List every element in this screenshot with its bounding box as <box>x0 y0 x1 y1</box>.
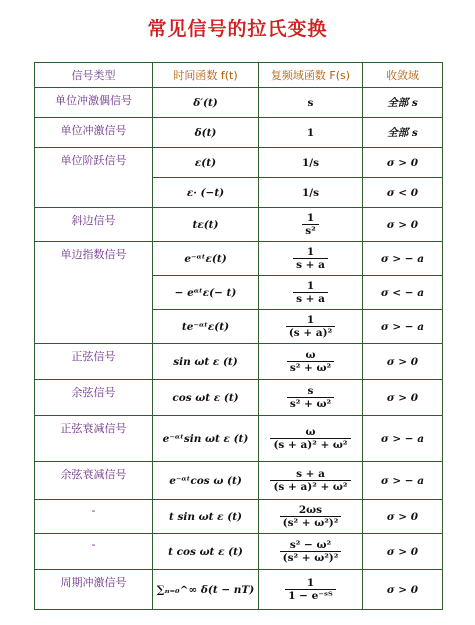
header-convergence-region: 收敛域 <box>363 63 443 88</box>
time-function-cell: te⁻ᵅᵗε(t) <box>153 310 259 344</box>
table-header-row <box>35 63 443 88</box>
time-function-cell: δ′(t) <box>153 88 259 118</box>
signal-type-cell: - <box>35 534 153 570</box>
header-frequency-function: 复频域函数 F(s) <box>259 63 363 88</box>
header-signal-type: 信号类型 <box>35 63 153 88</box>
table-row <box>35 380 443 416</box>
fraction <box>270 468 350 493</box>
page-title: 常见信号的拉氏变换 <box>147 18 328 40</box>
fraction <box>285 577 336 602</box>
frequency-function-cell <box>259 416 363 462</box>
frequency-function-cell <box>259 344 363 380</box>
frequency-function-cell: s <box>259 88 363 118</box>
time-function-cell: e⁻ᵅᵗcos ω (t) <box>153 462 259 500</box>
convergence-region-cell: σ < − a <box>363 276 443 310</box>
signal-type-cell: 周期冲激信号 <box>35 570 153 610</box>
table-row <box>35 534 443 570</box>
table-row <box>35 118 443 148</box>
convergence-region-cell: σ > − a <box>363 416 443 462</box>
signal-type-cell: 正弦信号 <box>35 344 153 380</box>
fraction-denominator: (s + a)² + ω² <box>273 439 348 451</box>
signal-type-cell: 单位冲激偶信号 <box>35 88 153 118</box>
fraction-numerator: ω <box>270 426 350 439</box>
time-function-cell: ∑ₙ₌₀^∞ δ(t − nT) <box>153 570 259 610</box>
fraction-numerator: ω <box>287 349 334 362</box>
signal-type-cell: 斜边信号 <box>35 208 153 242</box>
fraction <box>287 385 334 410</box>
fraction-numerator: s² − ω² <box>280 539 342 552</box>
table-row <box>35 148 443 178</box>
convergence-region-cell: σ > − a <box>363 462 443 500</box>
signal-type-cell: 单位阶跃信号 <box>35 148 153 208</box>
time-function-cell: e⁻ᵅᵗsin ωt ε (t) <box>153 416 259 462</box>
frequency-function-cell <box>259 208 363 242</box>
convergence-region-cell: σ < 0 <box>363 178 443 208</box>
fraction <box>280 504 342 529</box>
time-function-cell: tε(t) <box>153 208 259 242</box>
fraction-denominator: (s² + ω²)² <box>282 517 339 529</box>
fraction-numerator: 1 <box>286 314 335 327</box>
fraction-denominator: s² <box>305 225 316 237</box>
time-function-cell: e⁻ᵅᵗε(t) <box>153 242 259 276</box>
signal-type-cell: 余弦信号 <box>35 380 153 416</box>
time-function-cell: sin ωt ε (t) <box>153 344 259 380</box>
convergence-region-cell: σ > 0 <box>363 500 443 534</box>
fraction-numerator: 1 <box>302 212 319 225</box>
table-row <box>35 242 443 276</box>
fraction-numerator: 2ωs <box>280 504 342 517</box>
frequency-function-cell: 1 <box>259 118 363 148</box>
fraction <box>302 212 319 237</box>
convergence-region-cell: σ > 0 <box>363 570 443 610</box>
table-row <box>35 88 443 118</box>
fraction-denominator: (s² + ω²)² <box>282 552 339 564</box>
time-function-cell: cos ωt ε (t) <box>153 380 259 416</box>
frequency-function-cell <box>259 570 363 610</box>
convergence-region-cell: 全部 s <box>363 118 443 148</box>
fraction-denominator: (s + a)² <box>288 327 333 339</box>
fraction-denominator: s² + ω² <box>289 362 332 374</box>
time-function-cell: − eᵅᵗε(− t) <box>153 276 259 310</box>
frequency-function-cell <box>259 500 363 534</box>
time-function-cell: t cos ωt ε (t) <box>153 534 259 570</box>
fraction-denominator: s + a <box>296 259 325 271</box>
header-time-function: 时间函数 f(t) <box>153 63 259 88</box>
fraction <box>287 349 334 374</box>
convergence-region-cell: σ > 0 <box>363 534 443 570</box>
frequency-function-cell <box>259 242 363 276</box>
convergence-region-cell: 全部 s <box>363 88 443 118</box>
fraction-denominator: 1 − e⁻ˢᵀ <box>288 590 333 602</box>
signal-type-cell: 余弦衰减信号 <box>35 462 153 500</box>
convergence-region-cell: σ > 0 <box>363 380 443 416</box>
laplace-transform-table <box>34 62 443 610</box>
fraction-numerator: s + a <box>270 468 350 481</box>
signal-type-cell: 单边指数信号 <box>35 242 153 344</box>
time-function-cell: t sin ωt ε (t) <box>153 500 259 534</box>
convergence-region-cell: σ > − a <box>363 242 443 276</box>
table-row <box>35 344 443 380</box>
signal-type-cell: - <box>35 500 153 534</box>
fraction <box>286 314 335 339</box>
fraction <box>293 280 328 305</box>
fraction-numerator: 1 <box>293 246 328 259</box>
fraction-numerator: s <box>287 385 334 398</box>
convergence-region-cell: σ > 0 <box>363 148 443 178</box>
fraction <box>293 246 328 271</box>
fraction <box>280 539 342 564</box>
frequency-function-cell <box>259 380 363 416</box>
signal-type-cell: 正弦衰减信号 <box>35 416 153 462</box>
fraction <box>270 426 350 451</box>
frequency-function-cell: 1/s <box>259 148 363 178</box>
frequency-function-cell <box>259 534 363 570</box>
time-function-cell: ε(t) <box>153 148 259 178</box>
time-function-cell: ε· (−t) <box>153 178 259 208</box>
convergence-region-cell: σ > 0 <box>363 344 443 380</box>
fraction-denominator: s + a <box>296 293 325 305</box>
convergence-region-cell: σ > − a <box>363 310 443 344</box>
convergence-region-cell: σ > 0 <box>363 208 443 242</box>
fraction-numerator: 1 <box>293 280 328 293</box>
fraction-denominator: s² + ω² <box>289 398 332 410</box>
table-row <box>35 208 443 242</box>
frequency-function-cell <box>259 310 363 344</box>
fraction-numerator: 1 <box>285 577 336 590</box>
table-row <box>35 462 443 500</box>
signal-type-cell: 单位冲激信号 <box>35 118 153 148</box>
table-row <box>35 416 443 462</box>
table-row <box>35 570 443 610</box>
frequency-function-cell <box>259 462 363 500</box>
fraction-denominator: (s + a)² + ω² <box>273 481 348 493</box>
table-row <box>35 500 443 534</box>
frequency-function-cell: 1/s <box>259 178 363 208</box>
frequency-function-cell <box>259 276 363 310</box>
time-function-cell: δ(t) <box>153 118 259 148</box>
